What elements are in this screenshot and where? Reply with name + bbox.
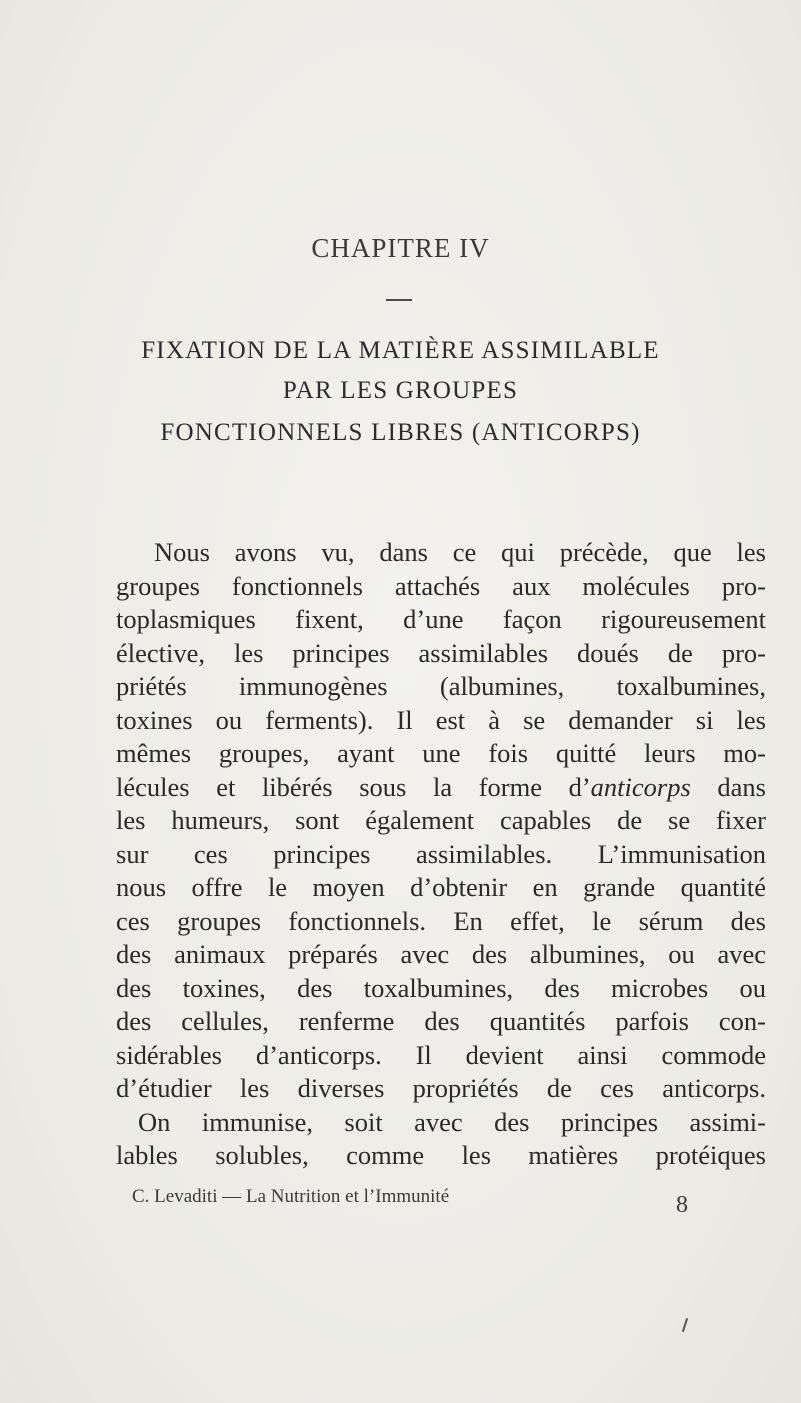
body-line: des cellules, renferme des quantités parfois con- [116, 1006, 766, 1036]
body-line: élective, les principes assimilables doués de pro- [116, 637, 766, 668]
body-line-part: lécules et libérés sous la forme d’ [116, 771, 591, 802]
chapter-title-line-1: FIXATION DE LA MATIÈRE ASSIMILABLE [141, 337, 660, 364]
body-line-with-italic [116, 771, 766, 805]
body-paragraph [116, 536, 766, 1173]
body-line: Nous avons vu, dans ce qui précède, que les [154, 537, 766, 567]
body-line: sur ces principes assimilables. L’immunisation [116, 838, 766, 869]
body-line: d’étudier les diverses propriétés de ces anticorps. [116, 1073, 766, 1103]
body-line: priétés immunogènes (albumines, toxalbumines, [116, 671, 766, 701]
body-line: les humeurs, sont également capables de se fixer [116, 805, 766, 835]
body-line: toplasmiques fixent, d’une façon rigoureusement [116, 604, 766, 634]
chapter-title-line-3: FONCTIONNELS LIBRES (ANTICORPS) [160, 419, 641, 446]
body-line: lables solubles, comme les matières protéiques [116, 1140, 766, 1170]
body-line: groupes fonctionnels attachés aux molécules pro- [116, 570, 766, 601]
heading-divider [386, 299, 412, 301]
page-mark [682, 1318, 688, 1332]
italic-term: anticorps [590, 771, 691, 802]
page-footer-signature: C. Levaditi — La Nutrition et l’Immunité [132, 1186, 450, 1207]
body-line-part: dans [690, 771, 766, 802]
body-line: sidérables d’anticorps. Il devient ainsi commode [116, 1039, 766, 1070]
page-number: 8 [676, 1192, 688, 1218]
body-line: mêmes groupes, ayant une fois quitté leurs mo- [116, 738, 766, 768]
body-line: ces groupes fonctionnels. En effet, le sérum des [116, 905, 766, 936]
body-line: toxines ou ferments). Il est à se demander si les [116, 704, 766, 735]
body-line: On immunise, soit avec des principes assimi- [138, 1106, 766, 1137]
body-line: des toxines, des toxalbumines, des microbes ou [116, 972, 766, 1003]
body-line: des animaux préparés avec des albumines, ou avec [116, 939, 766, 969]
chapter-heading: CHAPITRE IV [311, 233, 490, 263]
body-line: nous offre le moyen d’obtenir en grande quantité [116, 872, 766, 902]
chapter-title-line-2: PAR LES GROUPES [282, 377, 519, 404]
